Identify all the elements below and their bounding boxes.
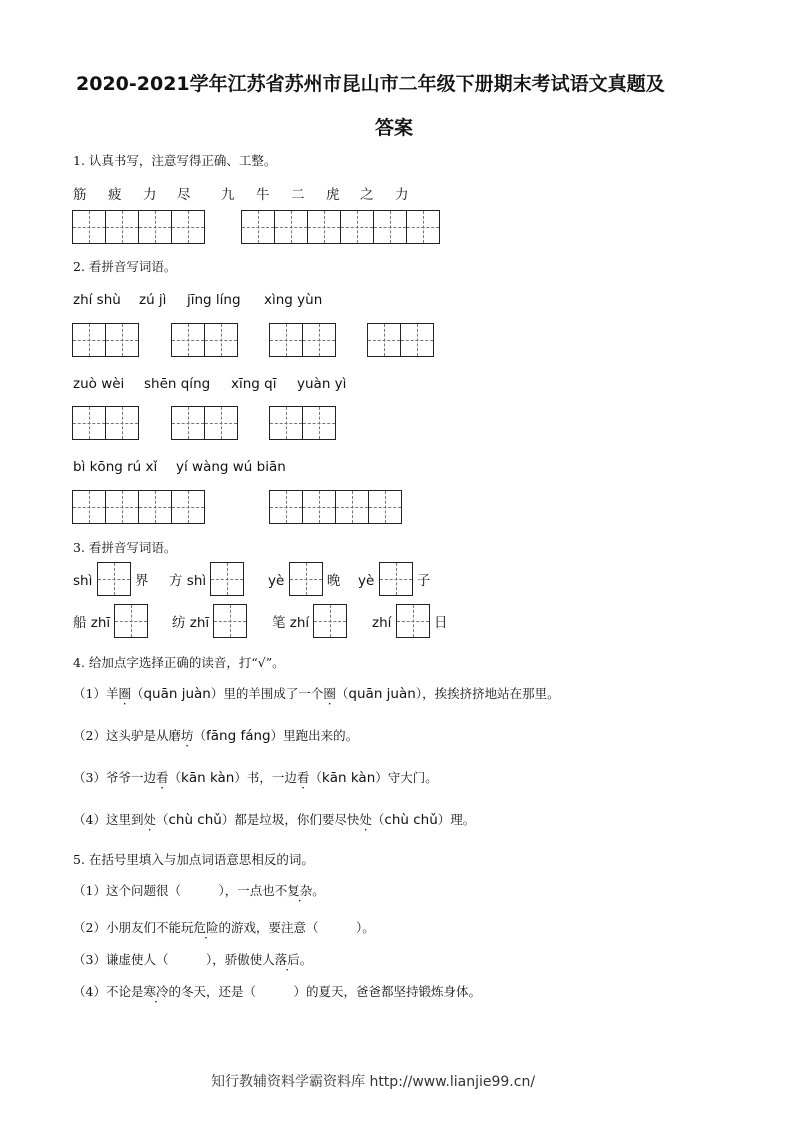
dotted-char: 坊 (180, 728, 194, 743)
q5-text: （1）这个问题很（ ），一点也不 (73, 883, 288, 898)
q1-char: 筋 (73, 187, 87, 203)
q3-char: 子 (416, 573, 431, 589)
grid-cell[interactable] (171, 210, 205, 244)
writing-grid[interactable] (72, 323, 139, 357)
dotted-char: 看 (155, 770, 169, 785)
grid-cell[interactable] (302, 490, 336, 524)
q3-item (169, 562, 244, 600)
grid-cell[interactable] (373, 210, 407, 244)
grid-cell[interactable] (340, 210, 374, 244)
q4-text: （3）爷爷一边 (73, 770, 156, 785)
pinyin-option[interactable]: chù chǔ (168, 812, 222, 828)
q4-text: （ (155, 812, 169, 827)
q1-char: 疲 (108, 187, 122, 203)
question-3-heading: 3. 看拼音写词语。 (73, 540, 177, 555)
dotted-char: 处 (143, 812, 156, 827)
pinyin-option[interactable]: chù chǔ (384, 812, 438, 828)
q4-text: （ (309, 770, 322, 785)
q5-item (73, 982, 481, 1000)
grid-cell[interactable] (335, 490, 369, 524)
q4-text: （1）羊 (73, 686, 119, 701)
writing-grid[interactable] (72, 210, 205, 244)
writing-grid[interactable] (171, 406, 238, 440)
dotted-word: 复杂 (287, 883, 313, 898)
q5-text: 的冬天，还是（ ）的夏天，爸爸都坚持锻炼身体。 (168, 984, 481, 999)
pinyin-label: xīng qī (231, 376, 277, 392)
dotted-char: 处 (359, 812, 372, 827)
writing-grid[interactable] (72, 406, 139, 440)
q4-text: ）里跑出来的。 (270, 728, 359, 743)
q4-text: （2）这头驴是从磨 (73, 728, 181, 743)
q4-text: （ (335, 686, 349, 701)
grid-cell[interactable] (72, 323, 106, 357)
q3-item (172, 604, 247, 642)
grid-cell[interactable] (114, 604, 148, 642)
q4-text: ）里的羊围成了一个 (210, 686, 324, 701)
question-1-heading: 1. 认真书写，注意写得正确、工整。 (73, 153, 277, 168)
grid-cell[interactable] (138, 490, 172, 524)
q5-text: 。 (312, 883, 325, 898)
question-4-heading: 4. 给加点字选择正确的读音，打“√”。 (73, 655, 285, 670)
q1-char: 虎 (326, 187, 340, 203)
q3-char: 界 (134, 573, 149, 589)
pinyin-option[interactable]: kān kàn (321, 770, 376, 786)
writing-grid[interactable] (72, 490, 205, 524)
pinyin-label: jīng líng (187, 292, 241, 308)
pinyin-label: zuò wèi (73, 376, 125, 392)
grid-cell[interactable] (204, 406, 238, 440)
grid-cell[interactable] (396, 604, 430, 642)
q4-text: ）书，一边 (234, 770, 297, 785)
q1-char: 力 (395, 187, 409, 203)
grid-cell[interactable] (368, 490, 402, 524)
grid-cell[interactable] (210, 562, 244, 600)
grid-cell[interactable] (171, 323, 205, 357)
q4-text: ）守大门。 (375, 770, 438, 785)
q4-item (73, 810, 475, 828)
grid-cell[interactable] (72, 210, 106, 244)
dotted-char: 看 (296, 770, 310, 785)
q3-item (372, 604, 448, 642)
q3-item (358, 562, 430, 600)
grid-cell[interactable] (269, 406, 303, 440)
grid-cell[interactable] (307, 210, 341, 244)
grid-cell[interactable] (367, 323, 401, 357)
page-title: 2020-2021学年江苏省苏州市昆山市二年级下册期末考试语文真题及 (76, 73, 665, 95)
dotted-char: 圈 (323, 686, 336, 701)
q4-text: （4）这里到 (73, 812, 144, 827)
pinyin-option[interactable]: quān juàn (143, 686, 211, 702)
pinyin-label: bì kōng rú xǐ (73, 459, 158, 475)
grid-cell[interactable] (400, 323, 434, 357)
q1-char: 力 (143, 187, 157, 203)
pinyin-label: shēn qíng (144, 376, 211, 392)
pinyin-option[interactable]: kān kàn (181, 770, 235, 786)
writing-grid[interactable] (269, 406, 336, 440)
footer-source-link[interactable]: 知行教辅资料学霸资料库 http://www.lianjie99.cn/ (211, 1074, 536, 1090)
q4-text: ）都是垃圾，你们要尽快 (221, 812, 360, 827)
q5-item (73, 881, 325, 899)
q3-pinyin: 船 zhī (73, 615, 111, 631)
grid-cell[interactable] (269, 323, 303, 357)
writing-grid[interactable] (171, 323, 238, 357)
pinyin-label: zhí shù (73, 292, 121, 308)
q5-item (73, 950, 312, 968)
q4-text: （ (130, 686, 144, 701)
q3-pinyin: 方 shì (169, 573, 207, 589)
grid-cell[interactable] (204, 323, 238, 357)
grid-cell[interactable] (213, 604, 247, 642)
grid-cell[interactable] (302, 406, 336, 440)
grid-cell[interactable] (105, 210, 139, 244)
q5-text: 的游戏，要注意（ ）。 (218, 920, 375, 935)
q4-item (73, 768, 438, 786)
pinyin-option[interactable]: quān juàn (348, 686, 416, 702)
grid-cell[interactable] (105, 323, 139, 357)
grid-cell[interactable] (97, 562, 131, 600)
q4-text: （ (193, 728, 206, 743)
q3-pinyin: 纺 zhī (172, 615, 210, 631)
q5-text: （4）不论是 (73, 984, 144, 999)
pinyin-label: zú jì (139, 292, 167, 308)
pinyin-option[interactable]: fāng fáng (206, 728, 271, 744)
pinyin-label: yí wàng wú biān (176, 459, 286, 475)
q4-text: （ (371, 812, 385, 827)
q3-pinyin: zhí (372, 615, 392, 631)
dotted-word: 危险 (193, 920, 219, 935)
q5-item (73, 918, 375, 936)
q1-char: 二 (291, 187, 305, 203)
dotted-char: 圈 (118, 686, 131, 701)
grid-cell[interactable] (313, 604, 347, 642)
q5-text: （2）小朋友们不能玩 (73, 920, 194, 935)
q5-text: （3）谦虚使人（ ），骄傲使人 (73, 952, 275, 967)
grid-cell[interactable] (379, 562, 413, 600)
dotted-word: 落后 (274, 952, 300, 967)
q3-pinyin: yè (358, 573, 375, 589)
grid-cell[interactable] (274, 210, 308, 244)
grid-cell[interactable] (406, 210, 440, 244)
q3-pinyin: 笔 zhí (272, 615, 310, 631)
grid-cell[interactable] (171, 490, 205, 524)
grid-cell[interactable] (171, 406, 205, 440)
q3-item (268, 562, 340, 600)
q3-char: 晚 (326, 573, 341, 589)
q3-item (73, 562, 148, 600)
writing-grid[interactable] (241, 210, 440, 244)
q1-char: 之 (360, 187, 374, 203)
grid-cell[interactable] (289, 562, 323, 600)
q4-text: ），挨挨挤挤地站在那里。 (415, 686, 560, 701)
writing-grid[interactable] (269, 490, 402, 524)
q1-char: 九 (221, 187, 235, 203)
grid-cell[interactable] (105, 406, 139, 440)
page-title-line2: 答案 (375, 117, 414, 139)
q4-item (73, 684, 560, 702)
q3-pinyin: yè (268, 573, 285, 589)
grid-cell[interactable] (105, 490, 139, 524)
q3-char: 日 (434, 615, 448, 631)
dotted-word: 寒冷 (143, 984, 169, 999)
grid-cell[interactable] (138, 210, 172, 244)
grid-cell[interactable] (72, 406, 106, 440)
grid-cell[interactable] (302, 323, 336, 357)
question-5-heading: 5. 在括号里填入与加点词语意思相反的词。 (73, 852, 314, 867)
q3-item (73, 604, 148, 642)
writing-grid[interactable] (269, 323, 336, 357)
pinyin-label: yuàn yì (297, 376, 347, 392)
grid-cell[interactable] (72, 490, 106, 524)
q4-text: ）理。 (437, 812, 476, 827)
q4-text: （ (168, 770, 181, 785)
q4-item (73, 726, 358, 744)
writing-grid[interactable] (367, 323, 434, 357)
q1-char: 牛 (256, 187, 270, 203)
grid-cell[interactable] (269, 490, 303, 524)
question-2-heading: 2. 看拼音写词语。 (73, 259, 177, 274)
pinyin-label: xìng yùn (264, 292, 323, 308)
q3-pinyin: shì (73, 573, 93, 589)
q3-item (272, 604, 347, 642)
q5-text: 。 (299, 952, 313, 967)
grid-cell[interactable] (241, 210, 275, 244)
q1-char: 尽 (177, 187, 191, 203)
